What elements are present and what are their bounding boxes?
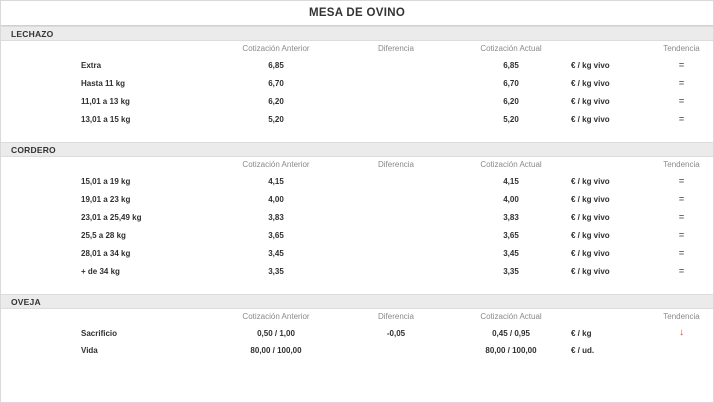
row-current: 0,45 / 0,95 (451, 324, 571, 342)
row-current: 3,65 (451, 226, 571, 244)
column-header-difference: Diferencia (341, 309, 451, 324)
column-header-current: Cotización Actual (451, 157, 571, 172)
column-header-difference: Diferencia (341, 157, 451, 172)
section-table-lechazo (1, 41, 713, 142)
row-trend (656, 74, 713, 92)
table-row (1, 172, 713, 190)
table-row (1, 110, 713, 128)
trend-equal-icon: = (678, 212, 685, 222)
row-difference (341, 56, 451, 74)
row-previous: 0,50 / 1,00 (211, 324, 341, 342)
section-title: LECHAZO (11, 28, 54, 39)
row-label: Hasta 11 kg (1, 74, 211, 92)
column-header-unit (571, 309, 656, 324)
row-current: 6,20 (451, 92, 571, 110)
row-unit: € / kg vivo (571, 262, 656, 280)
row-label: 11,01 a 13 kg (1, 92, 211, 110)
table-row (1, 92, 713, 110)
trend-equal-icon: = (678, 176, 685, 186)
row-trend (656, 324, 713, 342)
row-trend (656, 172, 713, 190)
row-unit: € / kg vivo (571, 208, 656, 226)
table-row (1, 74, 713, 92)
row-spacer (1, 128, 713, 142)
row-trend (656, 208, 713, 226)
column-header-current: Cotización Actual (451, 309, 571, 324)
trend-equal-icon: = (678, 266, 685, 276)
row-previous: 3,83 (211, 208, 341, 226)
row-previous: 5,20 (211, 110, 341, 128)
row-trend (656, 226, 713, 244)
row-label: 19,01 a 23 kg (1, 190, 211, 208)
row-difference (341, 208, 451, 226)
table-header-row (1, 157, 713, 172)
row-label: 13,01 a 15 kg (1, 110, 211, 128)
table-row (1, 208, 713, 226)
row-label: 15,01 a 19 kg (1, 172, 211, 190)
section-title: OVEJA (11, 296, 41, 307)
row-trend (656, 244, 713, 262)
document-header (1, 1, 713, 26)
row-label: Extra (1, 56, 211, 74)
column-header-previous: Cotización Anterior (211, 309, 341, 324)
column-header-unit (571, 41, 656, 56)
section-header-cordero (1, 142, 713, 157)
row-unit: € / ud. (571, 342, 656, 359)
row-previous: 80,00 / 100,00 (211, 342, 341, 359)
row-difference (341, 226, 451, 244)
row-trend (656, 190, 713, 208)
column-header-current: Cotización Actual (451, 41, 571, 56)
column-header-difference: Diferencia (341, 41, 451, 56)
table-row (1, 342, 713, 359)
row-label: 23,01 a 25,49 kg (1, 208, 211, 226)
column-header-label (1, 41, 211, 56)
row-current: 6,85 (451, 56, 571, 74)
row-previous: 3,45 (211, 244, 341, 262)
table-row (1, 324, 713, 342)
column-header-previous: Cotización Anterior (211, 41, 341, 56)
row-unit: € / kg vivo (571, 56, 656, 74)
table-header-row (1, 309, 713, 324)
row-trend (656, 262, 713, 280)
row-difference: -0,05 (341, 324, 451, 342)
section-table-cordero (1, 157, 713, 294)
row-difference (341, 110, 451, 128)
row-label: Sacrificio (1, 324, 211, 342)
row-previous: 6,20 (211, 92, 341, 110)
column-header-trend: Tendencia (656, 309, 713, 324)
row-current: 80,00 / 100,00 (451, 342, 571, 359)
column-header-unit (571, 157, 656, 172)
row-trend (656, 342, 713, 359)
row-current: 4,00 (451, 190, 571, 208)
trend-equal-icon: = (678, 194, 685, 204)
page-title: MESA DE OVINO (308, 7, 406, 19)
trend-down-icon: ↓ (679, 327, 684, 338)
row-trend (656, 56, 713, 74)
row-current: 4,15 (451, 172, 571, 190)
row-current: 5,20 (451, 110, 571, 128)
table-row (1, 190, 713, 208)
row-previous: 3,35 (211, 262, 341, 280)
table-row (1, 226, 713, 244)
row-unit: € / kg vivo (571, 74, 656, 92)
row-trend (656, 92, 713, 110)
column-header-trend: Tendencia (656, 157, 713, 172)
row-label: 25,5 a 28 kg (1, 226, 211, 244)
row-unit: € / kg (571, 324, 656, 342)
section-header-oveja (1, 294, 713, 309)
row-spacer (1, 280, 713, 294)
row-label: Vida (1, 342, 211, 359)
row-label: 28,01 a 34 kg (1, 244, 211, 262)
row-unit: € / kg vivo (571, 110, 656, 128)
row-difference (341, 74, 451, 92)
row-current: 3,45 (451, 244, 571, 262)
row-previous: 4,15 (211, 172, 341, 190)
row-previous: 6,70 (211, 74, 341, 92)
table-row (1, 262, 713, 280)
trend-equal-icon: = (678, 78, 685, 88)
table-row (1, 244, 713, 262)
row-trend (656, 110, 713, 128)
row-current: 3,35 (451, 262, 571, 280)
row-unit: € / kg vivo (571, 244, 656, 262)
row-difference (341, 262, 451, 280)
trend-equal-icon: = (678, 230, 685, 240)
trend-equal-icon: = (678, 114, 685, 124)
section-table-oveja (1, 309, 713, 359)
row-difference (341, 244, 451, 262)
section-title: CORDERO (11, 144, 56, 155)
row-current: 6,70 (451, 74, 571, 92)
trend-equal-icon: = (678, 96, 685, 106)
trend-equal-icon: = (678, 248, 685, 258)
row-current: 3,83 (451, 208, 571, 226)
trend-equal-icon: = (678, 60, 685, 70)
column-header-previous: Cotización Anterior (211, 157, 341, 172)
row-previous: 4,00 (211, 190, 341, 208)
row-label: + de 34 kg (1, 262, 211, 280)
row-unit: € / kg vivo (571, 226, 656, 244)
table-header-row (1, 41, 713, 56)
row-difference (341, 342, 451, 359)
row-previous: 3,65 (211, 226, 341, 244)
row-difference (341, 190, 451, 208)
row-unit: € / kg vivo (571, 190, 656, 208)
row-previous: 6,85 (211, 56, 341, 74)
section-header-lechazo (1, 26, 713, 41)
column-header-label (1, 309, 211, 324)
row-difference (341, 92, 451, 110)
column-header-label (1, 157, 211, 172)
table-row (1, 56, 713, 74)
row-unit: € / kg vivo (571, 172, 656, 190)
column-header-trend: Tendencia (656, 41, 713, 56)
row-unit: € / kg vivo (571, 92, 656, 110)
row-difference (341, 172, 451, 190)
